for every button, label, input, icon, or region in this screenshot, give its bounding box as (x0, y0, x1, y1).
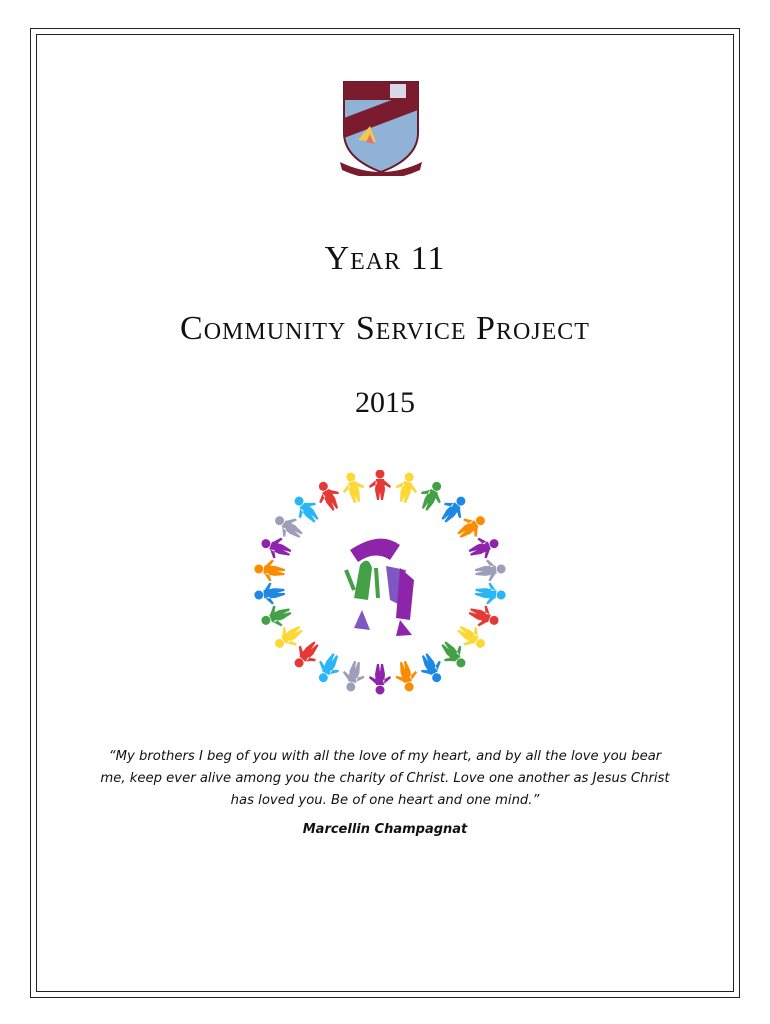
paper-figure-icon (466, 601, 502, 632)
quotation-text: “My brothers I beg of you with all the love of my heart, and by all the love you bear me, keep ever alive among you the charity of Christ. Love one another as Jesus Christ has loved you. Be of one heart and one mind.” (100, 749, 670, 808)
hands-icon (346, 539, 414, 636)
paper-figure-icon (312, 650, 346, 687)
people-ring-emblem (250, 470, 510, 695)
paper-figure-icon (369, 664, 391, 695)
paper-figure-icon (253, 581, 286, 607)
paper-figure-icon (258, 532, 294, 563)
heading-project-title: Community Service Project (180, 310, 590, 347)
paper-figure-icon (392, 659, 421, 694)
paper-figure-icon (288, 636, 325, 673)
paper-figure-icon (415, 650, 449, 687)
paper-figure-icon (435, 636, 472, 673)
paper-figure-icon (474, 558, 507, 584)
paper-figure-icon (253, 558, 286, 584)
paper-figure-icon (339, 659, 368, 694)
school-crest-logo (340, 78, 422, 176)
quotation-author: Marcellin Champagnat (302, 822, 468, 837)
paper-figure-icon (288, 490, 325, 527)
paper-figure-icon (258, 601, 294, 632)
heading-year: 2015 (355, 386, 415, 419)
paper-figure-icon (415, 477, 449, 514)
paper-figure-icon (369, 470, 391, 500)
paper-figure-icon (474, 581, 507, 607)
heading-year-level: Year 11 (324, 240, 446, 277)
paper-figure-icon (466, 532, 502, 563)
paper-chain-figures (253, 470, 507, 695)
paper-figure-icon (312, 477, 346, 514)
paper-figure-icon (435, 490, 472, 527)
paper-figure-icon (392, 470, 421, 505)
paper-figure-icon (339, 470, 368, 505)
